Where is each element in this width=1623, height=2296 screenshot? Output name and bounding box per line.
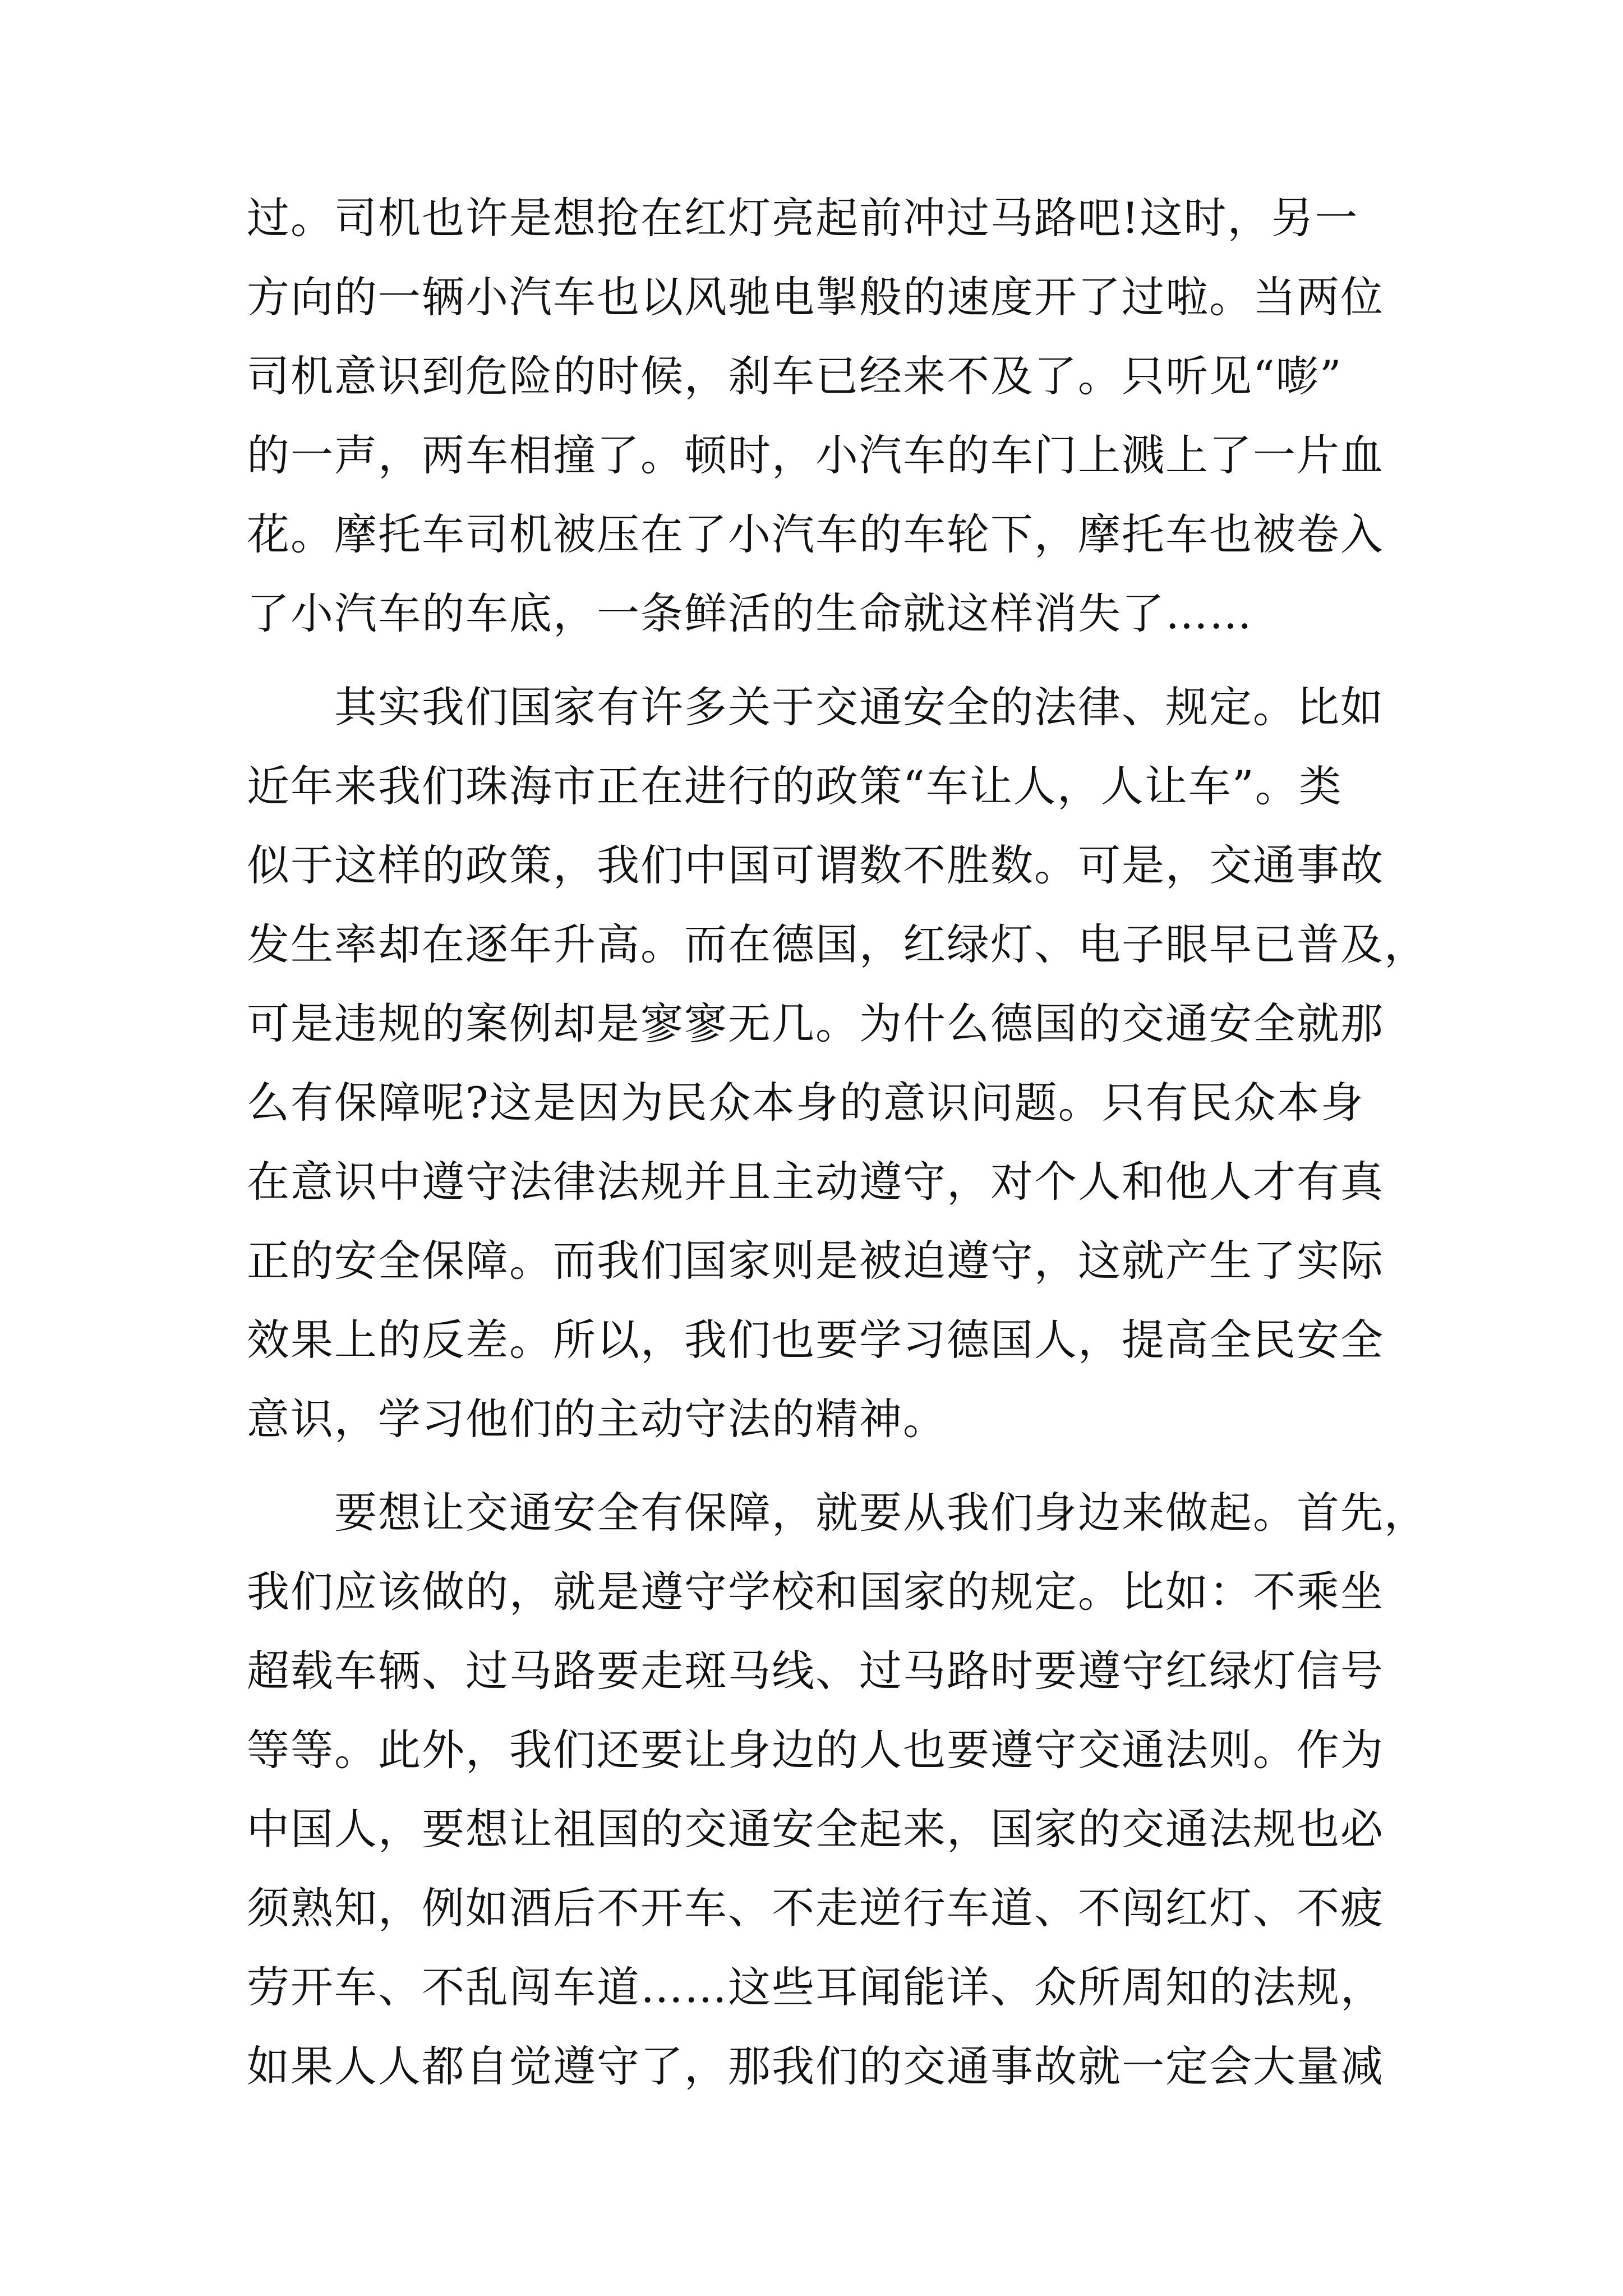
text-line: 我们应该做的，就是遵守学校和国家的规定。比如：不乘坐 <box>247 1567 1384 1617</box>
text-line: 在意识中遵守法律法规并且主动遵守，对个人和他人才有真 <box>247 1157 1384 1207</box>
text-line: 超载车辆、过马路要走斑马线、过马路时要遵守红绿灯信号 <box>247 1646 1384 1696</box>
text-line: 等等。此外，我们还要让身边的人也要遵守交通法则。作为 <box>247 1725 1384 1775</box>
text-line: 劳开车、不乱闯车道……这些耳闻能详、众所周知的法规， <box>247 1962 1384 2012</box>
text-line: 发生率却在逐年升高。而在德国，红绿灯、电子眼早已普及， <box>247 919 1428 969</box>
text-line: 司机意识到危险的时候，刹车已经来不及了。只听见“嘭” <box>247 351 1343 401</box>
text-line: 过。司机也许是想抢在红灯亮起前冲过马路吧!这时，另一 <box>247 193 1359 243</box>
text-line: 似于这样的政策，我们中国可谓数不胜数。可是，交通事故 <box>247 840 1384 890</box>
paragraph-spacer <box>247 1458 1385 1473</box>
text-line: 的一声，两车相撞了。顿时，小汽车的车门上溅上了一片血 <box>247 430 1384 480</box>
text-line: 正的安全保障。而我们国家则是被迫遵守，这就产生了实际 <box>247 1236 1384 1286</box>
text-line: 要想让交通安全有保障，就要从我们身边来做起。首先， <box>247 1488 1428 1538</box>
paragraph-spacer <box>247 653 1385 668</box>
text-line: 可是违规的案例却是寥寥无几。为什么德国的交通安全就那 <box>247 999 1384 1048</box>
text-line: 近年来我们珠海市正在进行的政策“车让人，人让车”。类 <box>247 761 1343 811</box>
paragraph-2 <box>247 668 1428 1458</box>
text-line: 方向的一辆小汽车也以风驰电掣般的速度开了过啦。当两位 <box>247 272 1384 322</box>
body-text <box>247 178 1428 2106</box>
text-line: 效果上的反差。所以，我们也要学习德国人，提高全民安全 <box>247 1315 1384 1365</box>
text-line: 么有保障呢?这是因为民众本身的意识问题。只有民众本身 <box>247 1078 1364 1128</box>
text-line: 如果人人都自觉遵守了，那我们的交通事故就一定会大量减 <box>247 2041 1384 2091</box>
paragraph-1 <box>247 178 1385 653</box>
text-line: 须熟知，例如酒后不开车、不走逆行车道、不闯红灯、不疲 <box>247 1883 1384 1933</box>
paragraph-3 <box>247 1473 1428 2106</box>
text-line: 意识，学习他们的主动守法的精神。 <box>247 1394 947 1444</box>
text-line: 其实我们国家有许多关于交通安全的法律、规定。比如 <box>247 682 1384 732</box>
text-line: 中国人，要想让祖国的交通安全起来，国家的交通法规也必 <box>247 1804 1384 1854</box>
text-line: 了小汽车的车底，一条鲜活的生命就这样消失了…… <box>247 588 1253 638</box>
text-line: 花。摩托车司机被压在了小汽车的车轮下，摩托车也被卷入 <box>247 509 1384 559</box>
